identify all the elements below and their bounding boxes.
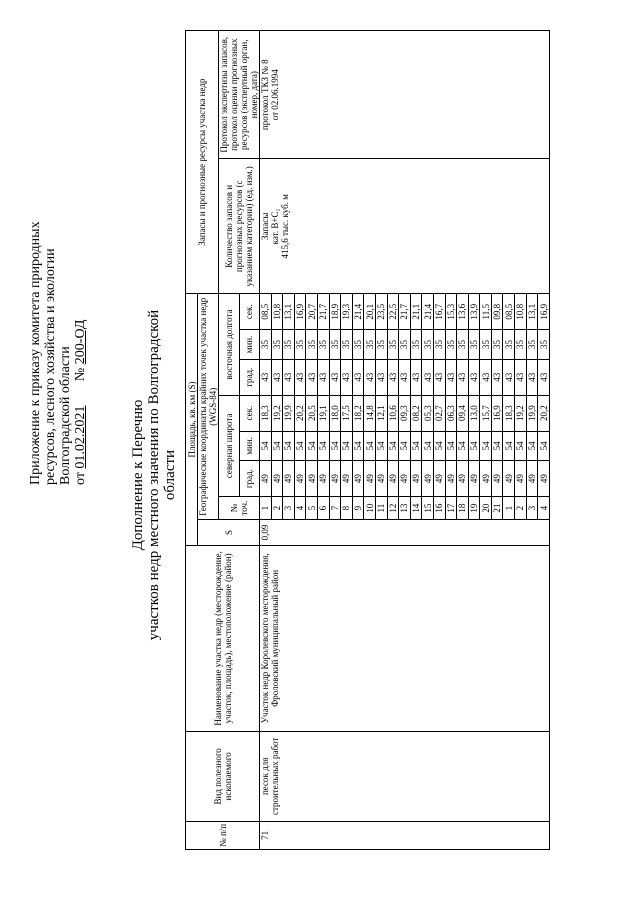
north-min-cell: 54 <box>538 431 550 461</box>
north-min-cell: 54 <box>526 431 538 461</box>
reserves-line: 415,6 тыс. куб. м <box>280 194 290 259</box>
point-cell: 3 <box>526 497 538 520</box>
east-deg-header: град. <box>239 359 260 395</box>
date-prefix: от <box>73 472 88 485</box>
point-cell: 20 <box>480 497 492 520</box>
point-cell: 19 <box>468 497 480 520</box>
east-min-cell: 35 <box>341 330 353 360</box>
north-min-cell: 54 <box>352 431 364 461</box>
north-sec-cell: 19,2 <box>515 395 527 431</box>
north-deg-cell: 49 <box>352 461 364 497</box>
east-sec-cell: 21,7 <box>317 294 329 330</box>
point-cell: 10 <box>364 497 376 520</box>
east-sec-cell: 21,4 <box>422 294 434 330</box>
north-min-header: мин. <box>239 431 260 461</box>
point-cell: 2 <box>515 497 527 520</box>
point-cell: 18 <box>457 497 469 520</box>
col-protocol-header: Протокол экспертизы запасов, протокол оценки прогнозных ресурсов (экспертный орган, номер, дата) <box>219 31 260 159</box>
point-cell: 12 <box>387 497 399 520</box>
number-prefix: № <box>73 367 88 382</box>
east-sec-cell: 16,9 <box>294 294 306 330</box>
east-deg-cell: 43 <box>306 359 318 395</box>
north-min-cell: 54 <box>341 431 353 461</box>
col-num-header: № п/п <box>186 821 260 849</box>
east-deg-cell: 43 <box>387 359 399 395</box>
north-sec-cell: 18,3 <box>503 395 515 431</box>
protocol-line: протокол ТКЗ № 8 <box>260 59 270 131</box>
east-sec-cell: 16,7 <box>433 294 445 330</box>
north-sec-cell: 19,9 <box>526 395 538 431</box>
north-min-cell: 54 <box>457 431 469 461</box>
east-deg-cell: 43 <box>491 359 503 395</box>
north-sec-cell: 20,2 <box>538 395 550 431</box>
east-min-cell: 35 <box>445 330 457 360</box>
north-min-cell: 54 <box>364 431 376 461</box>
entry-protocol <box>260 31 550 159</box>
north-min-cell: 54 <box>468 431 480 461</box>
title-line: участков недр местного значения по Волгоградской области <box>146 309 178 641</box>
east-min-cell: 35 <box>515 330 527 360</box>
north-deg-cell: 49 <box>491 461 503 497</box>
col-type-header: Вид полезного ископаемого <box>186 731 260 821</box>
east-deg-cell: 43 <box>515 359 527 395</box>
east-min-cell: 35 <box>433 330 445 360</box>
east-min-cell: 35 <box>329 330 341 360</box>
east-min-cell: 35 <box>491 330 503 360</box>
east-min-cell: 35 <box>468 330 480 360</box>
north-sec-cell: 16,9 <box>491 395 503 431</box>
north-deg-cell: 49 <box>341 461 353 497</box>
col-point-header: № точ. <box>219 497 260 520</box>
east-min-cell: 35 <box>260 330 272 360</box>
table-body <box>260 31 550 850</box>
north-min-cell: 54 <box>433 431 445 461</box>
col-east-header: восточная долгота <box>219 294 240 395</box>
east-sec-cell: 13,1 <box>526 294 538 330</box>
north-min-cell: 54 <box>410 431 422 461</box>
north-sec-cell: 20,5 <box>306 395 318 431</box>
north-deg-cell: 49 <box>260 461 272 497</box>
point-cell: 5 <box>306 497 318 520</box>
col-name-header: Наименование участка недр (месторождение, участок, площадь), местоположение (район) <box>186 545 260 731</box>
col-reserves-header: Запасы и прогнозные ресурсы участка недр <box>186 31 219 294</box>
east-deg-cell: 43 <box>364 359 376 395</box>
east-sec-cell: 15,3 <box>445 294 457 330</box>
north-sec-cell: 09,3 <box>399 395 411 431</box>
reserves-line: кат. В+С₁ <box>270 208 280 245</box>
east-deg-cell: 43 <box>294 359 306 395</box>
north-sec-cell: 12,1 <box>375 395 387 431</box>
east-min-cell: 35 <box>352 330 364 360</box>
north-deg-cell: 49 <box>433 461 445 497</box>
north-min-cell: 54 <box>480 431 492 461</box>
east-sec-cell: 23,5 <box>375 294 387 330</box>
point-cell: 1 <box>260 497 272 520</box>
north-deg-cell: 49 <box>317 461 329 497</box>
point-cell: 17 <box>445 497 457 520</box>
east-deg-cell: 43 <box>457 359 469 395</box>
north-deg-cell: 49 <box>329 461 341 497</box>
title-line: Дополнение к Перечню <box>130 399 146 551</box>
north-min-cell: 54 <box>271 431 283 461</box>
north-sec-cell: 20,2 <box>294 395 306 431</box>
protocol-line: от 02.06.1994 <box>270 69 280 121</box>
north-min-cell: 54 <box>294 431 306 461</box>
east-sec-cell: 13,9 <box>468 294 480 330</box>
east-deg-cell: 43 <box>433 359 445 395</box>
point-cell: 6 <box>317 497 329 520</box>
point-cell: 1 <box>503 497 515 520</box>
north-min-cell: 54 <box>445 431 457 461</box>
north-deg-cell: 49 <box>445 461 457 497</box>
east-deg-cell: 43 <box>283 359 295 395</box>
east-min-header: мин. <box>239 330 260 360</box>
north-deg-cell: 49 <box>294 461 306 497</box>
point-cell: 15 <box>422 497 434 520</box>
col-coords-header: Географические координаты крайних точек участка недр (WGS-84) <box>198 294 219 520</box>
east-deg-cell: 43 <box>329 359 341 395</box>
east-deg-cell: 43 <box>503 359 515 395</box>
entry-area: 0,09 <box>260 520 550 546</box>
east-deg-cell: 43 <box>422 359 434 395</box>
east-deg-cell: 43 <box>480 359 492 395</box>
east-min-cell: 35 <box>538 330 550 360</box>
east-sec-cell: 08,5 <box>260 294 272 330</box>
north-sec-cell: 02,7 <box>433 395 445 431</box>
north-deg-cell: 49 <box>399 461 411 497</box>
east-sec-cell: 16,9 <box>538 294 550 330</box>
north-sec-cell: 05,3 <box>422 395 434 431</box>
north-min-cell: 54 <box>306 431 318 461</box>
east-sec-cell: 20,1 <box>364 294 376 330</box>
north-deg-cell: 49 <box>526 461 538 497</box>
north-deg-cell: 49 <box>538 461 550 497</box>
east-min-cell: 35 <box>283 330 295 360</box>
east-min-cell: 35 <box>503 330 515 360</box>
north-min-cell: 54 <box>329 431 341 461</box>
east-min-cell: 35 <box>526 330 538 360</box>
north-deg-cell: 49 <box>271 461 283 497</box>
north-min-cell: 54 <box>317 431 329 461</box>
east-deg-cell: 43 <box>260 359 272 395</box>
east-sec-cell: 10,8 <box>515 294 527 330</box>
east-min-cell: 35 <box>375 330 387 360</box>
north-min-cell: 54 <box>491 431 503 461</box>
east-sec-cell: 08,5 <box>503 294 515 330</box>
entry-type: песок для строительных работ <box>260 731 550 821</box>
east-min-cell: 35 <box>422 330 434 360</box>
reserves-line: Запасы <box>260 212 270 240</box>
north-deg-cell: 49 <box>410 461 422 497</box>
east-min-cell: 35 <box>306 330 318 360</box>
east-min-cell: 35 <box>480 330 492 360</box>
table-row <box>260 31 272 850</box>
north-deg-header: град. <box>239 461 260 497</box>
north-min-cell: 54 <box>260 431 272 461</box>
point-cell: 9 <box>352 497 364 520</box>
east-deg-cell: 43 <box>341 359 353 395</box>
east-deg-cell: 43 <box>445 359 457 395</box>
order-number: 200-ОД <box>73 319 88 365</box>
east-sec-cell: 20,7 <box>306 294 318 330</box>
east-sec-cell: 21,1 <box>410 294 422 330</box>
north-deg-cell: 49 <box>457 461 469 497</box>
north-deg-cell: 49 <box>306 461 318 497</box>
north-sec-cell: 19,1 <box>317 395 329 431</box>
east-sec-cell: 13,6 <box>457 294 469 330</box>
east-min-cell: 35 <box>457 330 469 360</box>
north-min-cell: 54 <box>283 431 295 461</box>
east-min-cell: 35 <box>410 330 422 360</box>
north-sec-cell: 18,3 <box>260 395 272 431</box>
north-deg-cell: 49 <box>387 461 399 497</box>
north-sec-cell: 06,3 <box>445 395 457 431</box>
east-min-cell: 35 <box>271 330 283 360</box>
east-sec-cell: 11,5 <box>480 294 492 330</box>
point-cell: 3 <box>283 497 295 520</box>
appendix-date-line <box>73 145 88 485</box>
east-deg-cell: 43 <box>352 359 364 395</box>
east-min-cell: 35 <box>364 330 376 360</box>
north-deg-cell: 49 <box>375 461 387 497</box>
subsoil-table <box>185 30 550 850</box>
east-deg-cell: 43 <box>271 359 283 395</box>
appendix-header <box>28 145 88 485</box>
east-sec-cell: 18,9 <box>329 294 341 330</box>
east-deg-cell: 43 <box>317 359 329 395</box>
north-sec-cell: 13,0 <box>468 395 480 431</box>
north-min-cell: 54 <box>399 431 411 461</box>
point-cell: 21 <box>491 497 503 520</box>
entry-name: Участок недр Королевского месторождения, Фроловский муниципальный район <box>260 545 550 731</box>
north-sec-cell: 17,5 <box>341 395 353 431</box>
point-cell: 4 <box>294 497 306 520</box>
north-sec-header: сек. <box>239 395 260 431</box>
appendix-line: Приложение к приказу комитета природных <box>28 221 43 485</box>
east-min-cell: 35 <box>387 330 399 360</box>
north-sec-cell: 15,7 <box>480 395 492 431</box>
east-sec-header: сек. <box>239 294 260 330</box>
east-sec-cell: 21,4 <box>352 294 364 330</box>
north-deg-cell: 49 <box>283 461 295 497</box>
point-cell: 7 <box>329 497 341 520</box>
north-min-cell: 54 <box>375 431 387 461</box>
point-cell: 2 <box>271 497 283 520</box>
north-sec-cell: 19,2 <box>271 395 283 431</box>
east-min-cell: 35 <box>399 330 411 360</box>
north-min-cell: 54 <box>515 431 527 461</box>
col-s-header: S <box>198 520 260 546</box>
point-cell: 11 <box>375 497 387 520</box>
north-deg-cell: 49 <box>480 461 492 497</box>
east-sec-cell: 21,7 <box>399 294 411 330</box>
appendix-line: Волгоградской области <box>58 346 73 485</box>
north-min-cell: 54 <box>387 431 399 461</box>
point-cell: 14 <box>410 497 422 520</box>
north-sec-cell: 08,2 <box>410 395 422 431</box>
east-sec-cell: 09,8 <box>491 294 503 330</box>
east-deg-cell: 43 <box>410 359 422 395</box>
east-sec-cell: 10,8 <box>271 294 283 330</box>
east-deg-cell: 43 <box>526 359 538 395</box>
north-min-cell: 54 <box>422 431 434 461</box>
north-sec-cell: 18,2 <box>352 395 364 431</box>
east-min-cell: 35 <box>294 330 306 360</box>
col-quantity-header: Количество запасов и прогнозных ресурсов (с указанием категории) (ед. изм.) <box>219 159 260 294</box>
north-sec-cell: 18,0 <box>329 395 341 431</box>
order-date: 01.02.2021 <box>73 405 88 469</box>
col-north-header: северная широта <box>219 395 240 496</box>
point-cell: 8 <box>341 497 353 520</box>
north-min-cell: 54 <box>503 431 515 461</box>
point-cell: 16 <box>433 497 445 520</box>
north-sec-cell: 14,8 <box>364 395 376 431</box>
document-title <box>130 285 178 665</box>
north-deg-cell: 49 <box>515 461 527 497</box>
east-deg-cell: 43 <box>399 359 411 395</box>
col-area-header: Площадь, кв. км (S) <box>186 294 198 546</box>
north-sec-cell: 09,4 <box>457 395 469 431</box>
north-deg-cell: 49 <box>503 461 515 497</box>
north-deg-cell: 49 <box>364 461 376 497</box>
entry-reserves <box>260 159 550 294</box>
east-deg-cell: 43 <box>375 359 387 395</box>
point-cell: 4 <box>538 497 550 520</box>
north-sec-cell: 19,9 <box>283 395 295 431</box>
north-deg-cell: 49 <box>468 461 480 497</box>
east-deg-cell: 43 <box>468 359 480 395</box>
north-sec-cell: 10,6 <box>387 395 399 431</box>
east-sec-cell: 19,3 <box>341 294 353 330</box>
east-min-cell: 35 <box>317 330 329 360</box>
point-cell: 13 <box>399 497 411 520</box>
east-sec-cell: 13,1 <box>283 294 295 330</box>
entry-num: 71 <box>260 821 550 849</box>
north-deg-cell: 49 <box>422 461 434 497</box>
east-sec-cell: 22,5 <box>387 294 399 330</box>
east-deg-cell: 43 <box>538 359 550 395</box>
appendix-line: ресурсов, лесного хозяйства и экологии <box>43 248 58 485</box>
